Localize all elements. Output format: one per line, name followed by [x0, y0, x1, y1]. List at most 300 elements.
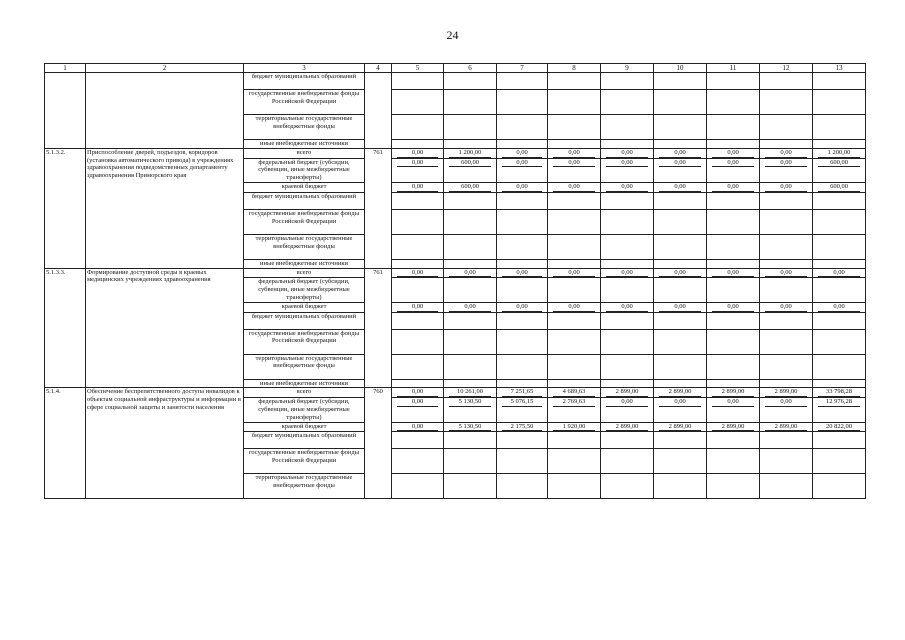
- value-cell: [654, 73, 707, 90]
- value-cell: [760, 449, 813, 474]
- value-cell: [548, 422, 601, 432]
- value-cell: [444, 158, 497, 182]
- amount-value: 0,00: [606, 303, 648, 312]
- budget-table: [44, 63, 866, 499]
- value-cell: [444, 449, 497, 474]
- value-cell: [392, 182, 444, 192]
- value-cell: [444, 192, 497, 209]
- value-cell: [654, 115, 707, 140]
- value-cell: [392, 90, 444, 115]
- value-cell: [392, 148, 444, 158]
- value-cell: [548, 148, 601, 158]
- value-cell: [497, 182, 548, 192]
- value-cell: [760, 268, 813, 278]
- header-cell-10: 10: [654, 64, 707, 73]
- value-cell: [601, 209, 654, 234]
- value-cell: [548, 354, 601, 379]
- value-cell: [497, 432, 548, 449]
- value-cell: [392, 474, 444, 499]
- value-cell: [601, 329, 654, 354]
- value-cell: [707, 432, 760, 449]
- value-cell: [707, 278, 760, 302]
- value-cell: [444, 73, 497, 90]
- value-cell: [707, 422, 760, 432]
- value-cell: [497, 379, 548, 388]
- row-name-cell: Приспособление дверей, подъездов, коридоров (установка автоматического привода) в учреждениях здравоохранения подведомственных департаменту здравоохранения Приморского края: [86, 148, 244, 268]
- amount-value: 5 076,15: [502, 398, 542, 407]
- value-cell: [813, 115, 866, 140]
- value-cell: [497, 398, 548, 422]
- value-cell: [548, 234, 601, 259]
- value-cell: [392, 73, 444, 90]
- value-cell: [392, 302, 444, 312]
- amount-value: 0,00: [553, 149, 595, 158]
- value-cell: [760, 379, 813, 388]
- header-cell-8: 8: [548, 64, 601, 73]
- value-cell: [654, 302, 707, 312]
- value-cell: [707, 268, 760, 278]
- amount-value: 600,00: [818, 183, 860, 192]
- value-cell: [497, 73, 548, 90]
- code-cell: 761: [365, 148, 392, 268]
- value-cell: [654, 388, 707, 398]
- value-cell: [548, 158, 601, 182]
- value-cell: [601, 449, 654, 474]
- value-cell: [813, 182, 866, 192]
- value-cell: [548, 182, 601, 192]
- value-cell: [813, 449, 866, 474]
- amount-value: 0,00: [397, 159, 438, 168]
- amount-value: 0,00: [606, 398, 648, 407]
- amount-value: 0,00: [659, 159, 701, 168]
- value-cell: [548, 388, 601, 398]
- value-cell: [392, 432, 444, 449]
- amount-value: 0,00: [765, 398, 807, 407]
- value-cell: [760, 354, 813, 379]
- amount-value: 2 769,63: [553, 398, 595, 407]
- table-row: [45, 73, 866, 90]
- value-cell: [707, 234, 760, 259]
- source-cell: бюджет муниципальных образований: [244, 73, 365, 90]
- value-cell: [760, 158, 813, 182]
- value-cell: [707, 474, 760, 499]
- value-cell: [813, 268, 866, 278]
- code-cell: 760: [365, 388, 392, 499]
- amount-value: 0,00: [765, 303, 807, 312]
- value-cell: [760, 474, 813, 499]
- amount-value: 20 822,00: [818, 423, 860, 432]
- value-cell: [707, 379, 760, 388]
- amount-value: 0,00: [397, 423, 438, 432]
- amount-value: 0,00: [502, 159, 542, 168]
- value-cell: [707, 140, 760, 149]
- amount-value: 0,00: [765, 269, 807, 278]
- source-cell: всего: [244, 268, 365, 278]
- value-cell: [392, 209, 444, 234]
- value-cell: [497, 422, 548, 432]
- amount-value: 2 899,00: [606, 388, 648, 397]
- value-cell: [444, 329, 497, 354]
- header-cell-7: 7: [497, 64, 548, 73]
- amount-value: 0,00: [397, 183, 438, 192]
- amount-value: 2 899,00: [606, 423, 648, 432]
- source-cell: территориальные государственные внебюджетные фонды: [244, 234, 365, 259]
- value-cell: [444, 388, 497, 398]
- value-cell: [444, 422, 497, 432]
- value-cell: [392, 379, 444, 388]
- value-cell: [760, 312, 813, 329]
- source-cell: бюджет муниципальных образований: [244, 432, 365, 449]
- value-cell: [497, 388, 548, 398]
- amount-value: 5 130,50: [449, 398, 491, 407]
- value-cell: [654, 278, 707, 302]
- value-cell: [601, 302, 654, 312]
- value-cell: [654, 268, 707, 278]
- header-row: [45, 64, 866, 73]
- row-index-cell: 5.1.4.: [45, 388, 86, 499]
- source-cell: иные внебюджетные источники: [244, 140, 365, 149]
- header-cell-2: 2: [86, 64, 244, 73]
- value-cell: [392, 398, 444, 422]
- value-cell: [497, 140, 548, 149]
- header-cell-12: 12: [760, 64, 813, 73]
- value-cell: [497, 90, 548, 115]
- value-cell: [548, 379, 601, 388]
- source-cell: территориальные государственные внебюджетные фонды: [244, 354, 365, 379]
- value-cell: [654, 148, 707, 158]
- value-cell: [813, 73, 866, 90]
- amount-value: 2 899,00: [765, 388, 807, 397]
- value-cell: [444, 90, 497, 115]
- amount-value: 0,00: [449, 269, 491, 278]
- header-cell-1: 1: [45, 64, 86, 73]
- table-row: [45, 268, 866, 278]
- value-cell: [654, 474, 707, 499]
- value-cell: [444, 182, 497, 192]
- value-cell: [497, 449, 548, 474]
- value-cell: [392, 158, 444, 182]
- value-cell: [601, 474, 654, 499]
- value-cell: [707, 354, 760, 379]
- source-cell: федеральный бюджет (субсидии, субвенции, иные межбюджетные трансферты): [244, 398, 365, 422]
- value-cell: [444, 278, 497, 302]
- value-cell: [444, 354, 497, 379]
- value-cell: [760, 73, 813, 90]
- amount-value: 1 200,00: [818, 149, 860, 158]
- row-index-cell: 5.1.3.2.: [45, 148, 86, 268]
- amount-value: 0,00: [712, 398, 754, 407]
- value-cell: [497, 148, 548, 158]
- value-cell: [444, 209, 497, 234]
- value-cell: [654, 140, 707, 149]
- amount-value: 0,00: [712, 159, 754, 168]
- value-cell: [654, 182, 707, 192]
- value-cell: [444, 312, 497, 329]
- value-cell: [707, 259, 760, 268]
- value-cell: [813, 432, 866, 449]
- amount-value: 0,00: [659, 149, 701, 158]
- amount-value: 2 899,00: [659, 388, 701, 397]
- value-cell: [654, 432, 707, 449]
- value-cell: [548, 259, 601, 268]
- value-cell: [707, 158, 760, 182]
- value-cell: [760, 388, 813, 398]
- amount-value: 0,00: [606, 159, 648, 168]
- value-cell: [813, 388, 866, 398]
- value-cell: [497, 329, 548, 354]
- value-cell: [548, 115, 601, 140]
- value-cell: [760, 182, 813, 192]
- value-cell: [707, 148, 760, 158]
- value-cell: [813, 312, 866, 329]
- value-cell: [654, 449, 707, 474]
- source-cell: всего: [244, 388, 365, 398]
- amount-value: 2 899,00: [712, 423, 754, 432]
- value-cell: [813, 354, 866, 379]
- value-cell: [760, 115, 813, 140]
- source-cell: иные внебюджетные источники: [244, 259, 365, 268]
- amount-value: 600,00: [449, 183, 491, 192]
- value-cell: [444, 259, 497, 268]
- value-cell: [444, 474, 497, 499]
- value-cell: [497, 158, 548, 182]
- amount-value: 0,00: [553, 159, 595, 168]
- value-cell: [813, 474, 866, 499]
- amount-value: 0,00: [606, 149, 648, 158]
- amount-value: 0,00: [659, 303, 701, 312]
- value-cell: [601, 278, 654, 302]
- amount-value: 33 798,28: [818, 388, 860, 397]
- value-cell: [392, 192, 444, 209]
- amount-value: 0,00: [765, 183, 807, 192]
- value-cell: [497, 115, 548, 140]
- value-cell: [444, 432, 497, 449]
- amount-value: 0,00: [553, 303, 595, 312]
- value-cell: [601, 140, 654, 149]
- source-cell: федеральный бюджет (субсидии, субвенции, иные межбюджетные трансферты): [244, 158, 365, 182]
- value-cell: [497, 192, 548, 209]
- value-cell: [548, 140, 601, 149]
- source-cell: всего: [244, 148, 365, 158]
- value-cell: [813, 379, 866, 388]
- value-cell: [392, 259, 444, 268]
- value-cell: [444, 302, 497, 312]
- value-cell: [654, 398, 707, 422]
- value-cell: [760, 148, 813, 158]
- value-cell: [601, 73, 654, 90]
- value-cell: [548, 432, 601, 449]
- value-cell: [813, 192, 866, 209]
- value-cell: [444, 115, 497, 140]
- amount-value: 7 251,65: [502, 388, 542, 397]
- value-cell: [707, 312, 760, 329]
- value-cell: [654, 192, 707, 209]
- amount-value: 0,00: [449, 303, 491, 312]
- value-cell: [654, 90, 707, 115]
- value-cell: [707, 115, 760, 140]
- page-number: 24: [446, 28, 459, 42]
- value-cell: [548, 398, 601, 422]
- value-cell: [548, 73, 601, 90]
- value-cell: [707, 192, 760, 209]
- value-cell: [654, 354, 707, 379]
- value-cell: [392, 115, 444, 140]
- value-cell: [497, 312, 548, 329]
- row-index-cell: [45, 73, 86, 149]
- value-cell: [548, 268, 601, 278]
- value-cell: [813, 302, 866, 312]
- value-cell: [707, 398, 760, 422]
- amount-value: 0,00: [397, 269, 438, 278]
- amount-value: 0,00: [765, 159, 807, 168]
- value-cell: [548, 90, 601, 115]
- value-cell: [444, 398, 497, 422]
- value-cell: [548, 312, 601, 329]
- value-cell: [601, 90, 654, 115]
- value-cell: [601, 115, 654, 140]
- value-cell: [654, 209, 707, 234]
- row-name-cell: Обеспечение беспрепятственного доступа инвалидов к объектам социальной инфраструктуры и информации в сфере социальной защиты и занятости населения: [86, 388, 244, 499]
- value-cell: [654, 329, 707, 354]
- value-cell: [497, 209, 548, 234]
- amount-value: 4 689,63: [553, 388, 595, 397]
- value-cell: [707, 302, 760, 312]
- amount-value: 0,00: [712, 183, 754, 192]
- source-cell: иные внебюджетные источники: [244, 379, 365, 388]
- value-cell: [760, 302, 813, 312]
- source-cell: государственные внебюджетные фонды Российской Федерации: [244, 449, 365, 474]
- amount-value: 1 920,00: [553, 423, 595, 432]
- value-cell: [601, 398, 654, 422]
- amount-value: 12 976,28: [818, 398, 860, 407]
- value-cell: [707, 73, 760, 90]
- value-cell: [760, 278, 813, 302]
- value-cell: [813, 278, 866, 302]
- value-cell: [707, 449, 760, 474]
- value-cell: [654, 379, 707, 388]
- value-cell: [497, 278, 548, 302]
- code-cell: 761: [365, 268, 392, 388]
- value-cell: [444, 148, 497, 158]
- amount-value: 0,00: [553, 183, 595, 192]
- value-cell: [601, 268, 654, 278]
- amount-value: 0,00: [606, 269, 648, 278]
- source-cell: краевой бюджет: [244, 422, 365, 432]
- source-cell: государственные внебюджетные фонды Российской Федерации: [244, 329, 365, 354]
- table-row: [45, 148, 866, 158]
- value-cell: [444, 379, 497, 388]
- value-cell: [392, 312, 444, 329]
- value-cell: [654, 312, 707, 329]
- value-cell: [601, 182, 654, 192]
- value-cell: [654, 422, 707, 432]
- amount-value: 2 899,00: [765, 423, 807, 432]
- amount-value: 0,00: [397, 149, 438, 158]
- value-cell: [813, 148, 866, 158]
- value-cell: [760, 398, 813, 422]
- amount-value: 0,00: [397, 303, 438, 312]
- value-cell: [497, 354, 548, 379]
- value-cell: [813, 259, 866, 268]
- value-cell: [707, 329, 760, 354]
- value-cell: [813, 398, 866, 422]
- amount-value: 0,00: [659, 183, 701, 192]
- amount-value: 0,00: [553, 269, 595, 278]
- amount-value: 0,00: [818, 269, 860, 278]
- value-cell: [497, 259, 548, 268]
- amount-value: 0,00: [712, 149, 754, 158]
- value-cell: [392, 354, 444, 379]
- amount-value: 0,00: [818, 303, 860, 312]
- value-cell: [654, 158, 707, 182]
- value-cell: [601, 234, 654, 259]
- amount-value: 2 899,00: [659, 423, 701, 432]
- value-cell: [497, 234, 548, 259]
- value-cell: [601, 148, 654, 158]
- amount-value: 2 175,50: [502, 423, 542, 432]
- value-cell: [813, 209, 866, 234]
- value-cell: [548, 329, 601, 354]
- amount-value: 10 261,00: [449, 388, 491, 397]
- amount-value: 600,00: [449, 159, 491, 168]
- value-cell: [548, 474, 601, 499]
- value-cell: [760, 209, 813, 234]
- value-cell: [497, 474, 548, 499]
- value-cell: [444, 140, 497, 149]
- row-name-cell: [86, 73, 244, 149]
- value-cell: [444, 234, 497, 259]
- value-cell: [392, 449, 444, 474]
- amount-value: 0,00: [712, 269, 754, 278]
- value-cell: [497, 268, 548, 278]
- value-cell: [601, 192, 654, 209]
- amount-value: 1 200,00: [449, 149, 491, 158]
- value-cell: [707, 90, 760, 115]
- amount-value: 2 899,00: [712, 388, 754, 397]
- value-cell: [601, 422, 654, 432]
- value-cell: [760, 432, 813, 449]
- header-cell-5: 5: [392, 64, 444, 73]
- amount-value: 600,00: [818, 159, 860, 168]
- value-cell: [760, 329, 813, 354]
- header-cell-13: 13: [813, 64, 866, 73]
- value-cell: [392, 388, 444, 398]
- source-cell: краевой бюджет: [244, 302, 365, 312]
- value-cell: [601, 432, 654, 449]
- amount-value: 0,00: [659, 398, 701, 407]
- value-cell: [813, 234, 866, 259]
- value-cell: [654, 234, 707, 259]
- code-cell: [365, 73, 392, 149]
- header-cell-3: 3: [244, 64, 365, 73]
- amount-value: 0,00: [765, 149, 807, 158]
- amount-value: 0,00: [502, 149, 542, 158]
- header-cell-4: 4: [365, 64, 392, 73]
- value-cell: [392, 234, 444, 259]
- source-cell: бюджет муниципальных образований: [244, 192, 365, 209]
- value-cell: [392, 278, 444, 302]
- value-cell: [760, 422, 813, 432]
- value-cell: [548, 302, 601, 312]
- source-cell: краевой бюджет: [244, 182, 365, 192]
- value-cell: [813, 90, 866, 115]
- row-name-cell: Формирование доступной среды в краевых медицинских учреждениях здравоохранения: [86, 268, 244, 388]
- source-cell: территориальные государственные внебюджетные фонды: [244, 115, 365, 140]
- source-cell: бюджет муниципальных образований: [244, 312, 365, 329]
- source-cell: федеральный бюджет (субсидии, субвенции, иные межбюджетные трансферты): [244, 278, 365, 302]
- value-cell: [760, 140, 813, 149]
- amount-value: 0,00: [502, 269, 542, 278]
